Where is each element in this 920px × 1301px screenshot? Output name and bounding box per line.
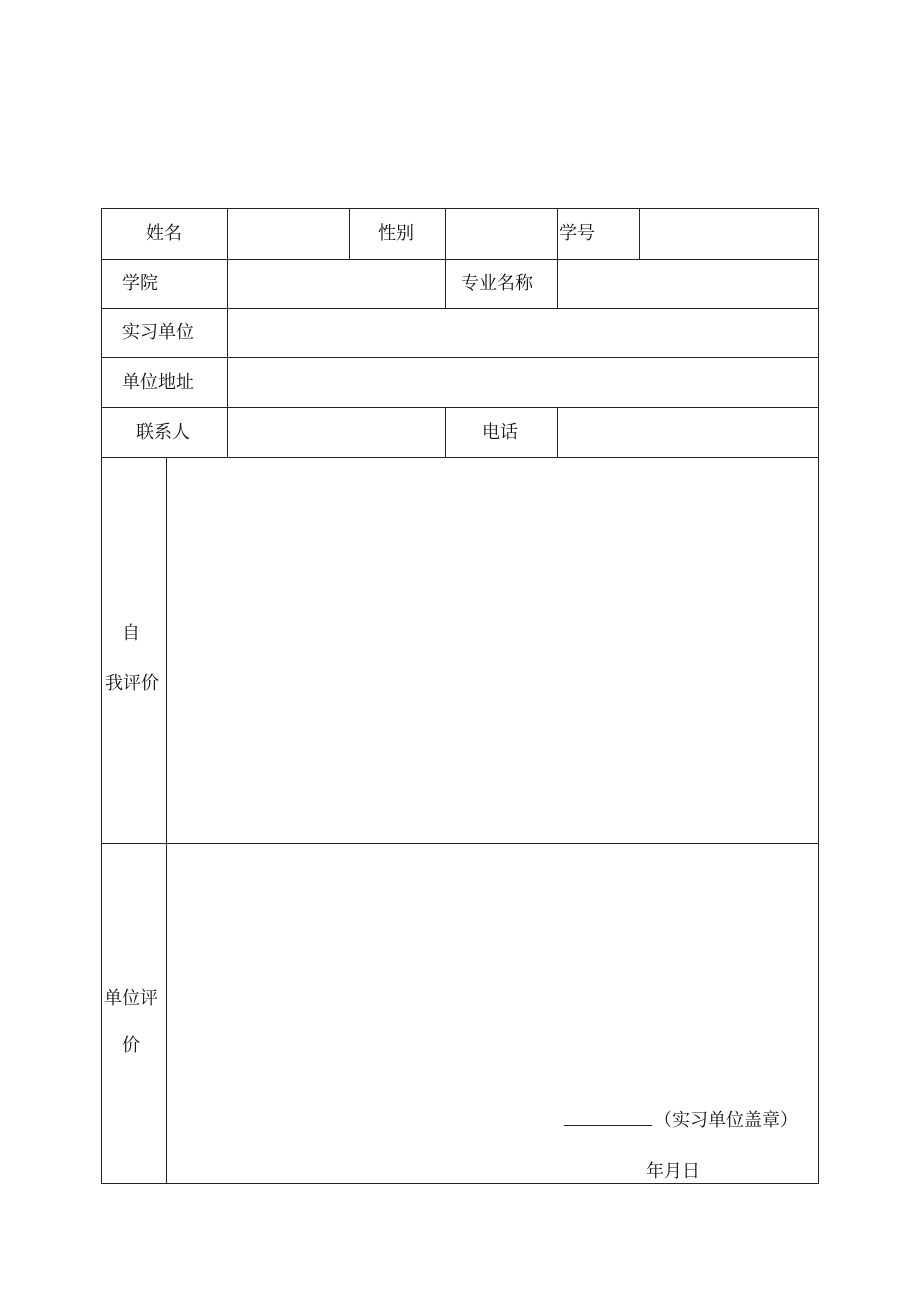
column-divider xyxy=(349,209,350,259)
unit-address-field[interactable] xyxy=(228,358,818,407)
internship-evaluation-form xyxy=(101,208,819,1184)
major-label: 专业名称 xyxy=(461,273,533,294)
internship-unit-label: 实习单位 xyxy=(122,322,194,343)
gender-field[interactable] xyxy=(446,210,557,258)
phone-label: 电话 xyxy=(482,422,518,443)
name-field[interactable] xyxy=(228,210,349,258)
name-label: 姓名 xyxy=(146,223,182,244)
date-line: 年月日 xyxy=(646,1161,700,1182)
contact-person-label: 联系人 xyxy=(136,422,190,443)
self-evaluation-label-line1: 自 xyxy=(122,623,140,644)
college-field[interactable] xyxy=(228,260,445,308)
unit-seal-text: （实习单位盖章） xyxy=(654,1110,798,1131)
college-label: 学院 xyxy=(122,273,158,294)
student-id-label: 学号 xyxy=(559,223,595,244)
unit-seal-line xyxy=(564,1107,798,1133)
seal-signature-blank[interactable] xyxy=(564,1107,652,1126)
student-id-field[interactable] xyxy=(640,210,818,258)
unit-evaluation-label-line1: 单位评 xyxy=(104,988,158,1009)
unit-evaluation-label-line2: 价 xyxy=(122,1035,140,1056)
phone-field[interactable] xyxy=(558,408,818,457)
unit-address-label: 单位地址 xyxy=(122,372,194,393)
self-evaluation-area[interactable] xyxy=(167,458,818,843)
self-evaluation-label-line2: 我评价 xyxy=(105,673,159,694)
gender-label: 性别 xyxy=(378,223,414,244)
major-field[interactable] xyxy=(558,260,818,308)
column-divider xyxy=(445,407,446,457)
contact-person-field[interactable] xyxy=(228,408,445,457)
internship-unit-field[interactable] xyxy=(228,309,818,357)
